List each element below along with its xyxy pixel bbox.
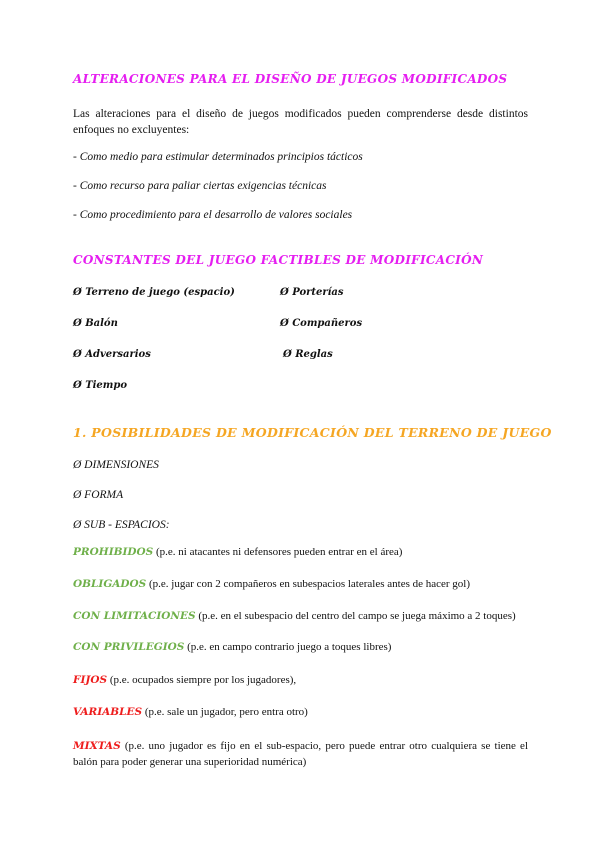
subspace-line — [73, 738, 528, 770]
section-title-constantes: CONSTANTES DEL JUEGO FACTIBLES DE MODIFICACIÓN — [73, 253, 484, 267]
subspace-desc: (p.e. en el subespacio del centro del campo se juega máximo a 2 toques) — [195, 610, 516, 622]
constant-item: Ø Porterías — [280, 287, 344, 298]
subspace-line — [73, 706, 308, 718]
bullet-item: - Como medio para estimular determinados principios tácticos — [73, 151, 363, 163]
bullet-item: - Como recurso para paliar ciertas exigencias técnicas — [73, 180, 327, 192]
option-item: Ø FORMA — [73, 489, 124, 501]
subspace-term: FIJOS — [73, 674, 108, 686]
section-title-alteraciones: ALTERACIONES PARA EL DISEÑO DE JUEGOS MODIFICADOS — [73, 72, 508, 86]
constant-item: Ø Adversarios — [73, 349, 151, 360]
option-item: Ø SUB - ESPACIOS: — [73, 519, 170, 531]
subspace-term: CON LIMITACIONES — [73, 610, 196, 622]
bullet-item: - Como procedimiento para el desarrollo de valores sociales — [73, 209, 353, 221]
constant-item: Ø Terreno de juego (espacio) — [73, 287, 235, 298]
constant-item: Ø Tiempo — [73, 380, 128, 391]
option-item: Ø DIMENSIONES — [73, 459, 159, 471]
constant-item: Ø Balón — [73, 318, 118, 329]
subspace-line — [73, 641, 391, 653]
subspace-term: PROHIBIDOS — [73, 546, 154, 558]
subspace-desc: (p.e. jugar con 2 compañeros en subespacios laterales antes de hacer gol) — [146, 578, 471, 590]
subspace-desc: (p.e. en campo contrario juego a toques libres) — [184, 641, 392, 653]
subspace-term: OBLIGADOS — [73, 578, 147, 590]
subspace-term: MIXTAS — [73, 740, 121, 752]
subspace-line — [73, 578, 470, 590]
constant-item: Ø Compañeros — [280, 318, 363, 329]
subspace-term: VARIABLES — [73, 706, 143, 718]
subspace-desc: (p.e. ocupados siempre por los jugadores), — [107, 674, 297, 686]
subspace-desc: (p.e. sale un jugador, pero entra otro) — [142, 706, 308, 718]
section-title-terreno: 1. POSIBILIDADES DE MODIFICACIÓN DEL TERRENO DE JUEGO — [73, 425, 552, 440]
intro-paragraph: Las alteraciones para el diseño de juegos modificados pueden comprenderse desde distintos enfoques no excluyentes: — [73, 108, 528, 136]
constant-item: Ø Reglas — [283, 349, 333, 360]
subspace-line — [73, 610, 516, 622]
subspace-term: CON PRIVILEGIOS — [73, 641, 185, 653]
subspace-desc: (p.e. ni atacantes ni defensores pueden entrar en el área) — [153, 546, 403, 558]
subspace-desc: (p.e. uno jugador es fijo en el sub-espacio, pero puede entrar otro cualquiera se tiene el balón para poder generar una superioridad numérica) — [73, 740, 528, 768]
subspace-line — [73, 546, 402, 558]
subspace-line — [73, 674, 296, 686]
